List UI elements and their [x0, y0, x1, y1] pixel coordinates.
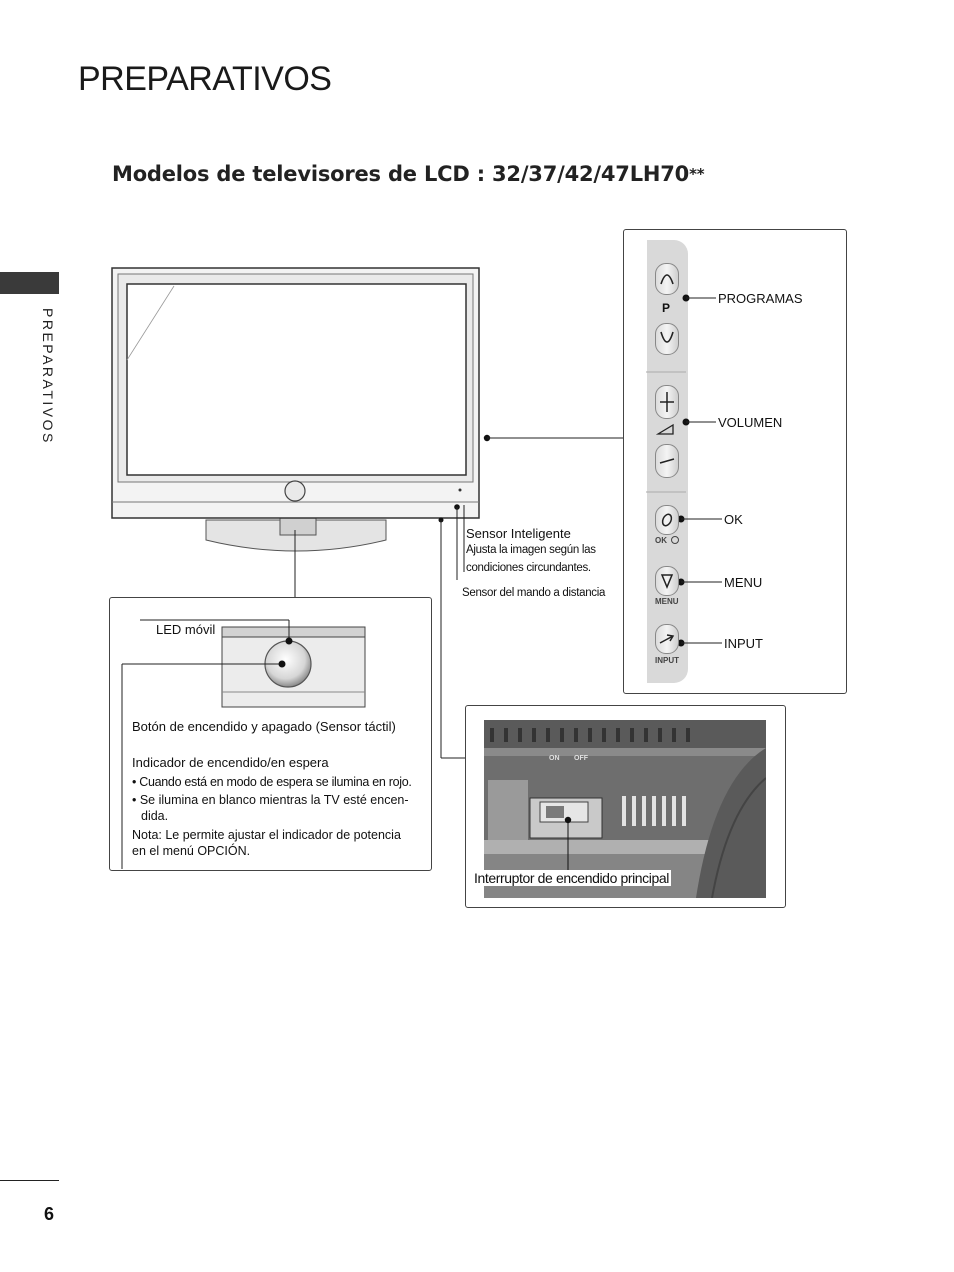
smart-sensor-desc-1: Ajusta la imagen según las — [466, 544, 596, 556]
side-section-label: PREPARATIVOS — [40, 308, 56, 445]
note-line-2: en el menú OPCIÓN. — [132, 844, 251, 858]
program-p-label: P — [662, 301, 671, 315]
ok-sub-label: OK — [655, 536, 667, 545]
page-number: 6 — [44, 1204, 55, 1224]
note-line-1: Nota: Le permite ajustar el indicador de potencia — [132, 828, 401, 842]
smart-sensor-desc-2: condiciones circundantes. — [466, 562, 591, 574]
indicator-title: Indicador de encendido/en espera — [132, 755, 329, 770]
indicator-bullet-1: • Cuando está en modo de espera se ilumina en rojo. — [132, 775, 412, 789]
switch-off-label: OFF — [574, 755, 588, 762]
switch-on-label: ON — [549, 755, 560, 762]
programs-label: PROGRAMAS — [718, 291, 803, 306]
footer-rule — [0, 1180, 59, 1181]
indicator-bullet-2-line1: • Se ilumina en blanco mientras la TV esté encen- — [132, 793, 409, 807]
section-title-suffix: ** — [689, 165, 705, 183]
menu-sub-label: MENU — [655, 597, 679, 606]
remote-sensor-label: Sensor del mando a distancia — [462, 587, 606, 599]
volume-label: VOLUMEN — [718, 415, 783, 430]
page-title: PREPARATIVOS — [78, 60, 332, 98]
menu-label: MENU — [724, 575, 763, 590]
input-label: INPUT — [724, 636, 763, 651]
led-movil-label: LED móvil — [156, 622, 218, 637]
smart-sensor-title: Sensor Inteligente — [466, 526, 571, 541]
section-title-text: Modelos de televisores de LCD : 32/37/42/47LH70 — [112, 162, 690, 186]
main-switch-label: Interruptor de encendido principal — [474, 870, 669, 886]
power-button-label: Botón de encendido y apagado (Sensor táctil) — [132, 719, 396, 734]
ok-label: OK — [724, 512, 743, 527]
indicator-bullet-2-line2: dida. — [141, 809, 169, 823]
input-sub-label: INPUT — [655, 656, 679, 665]
